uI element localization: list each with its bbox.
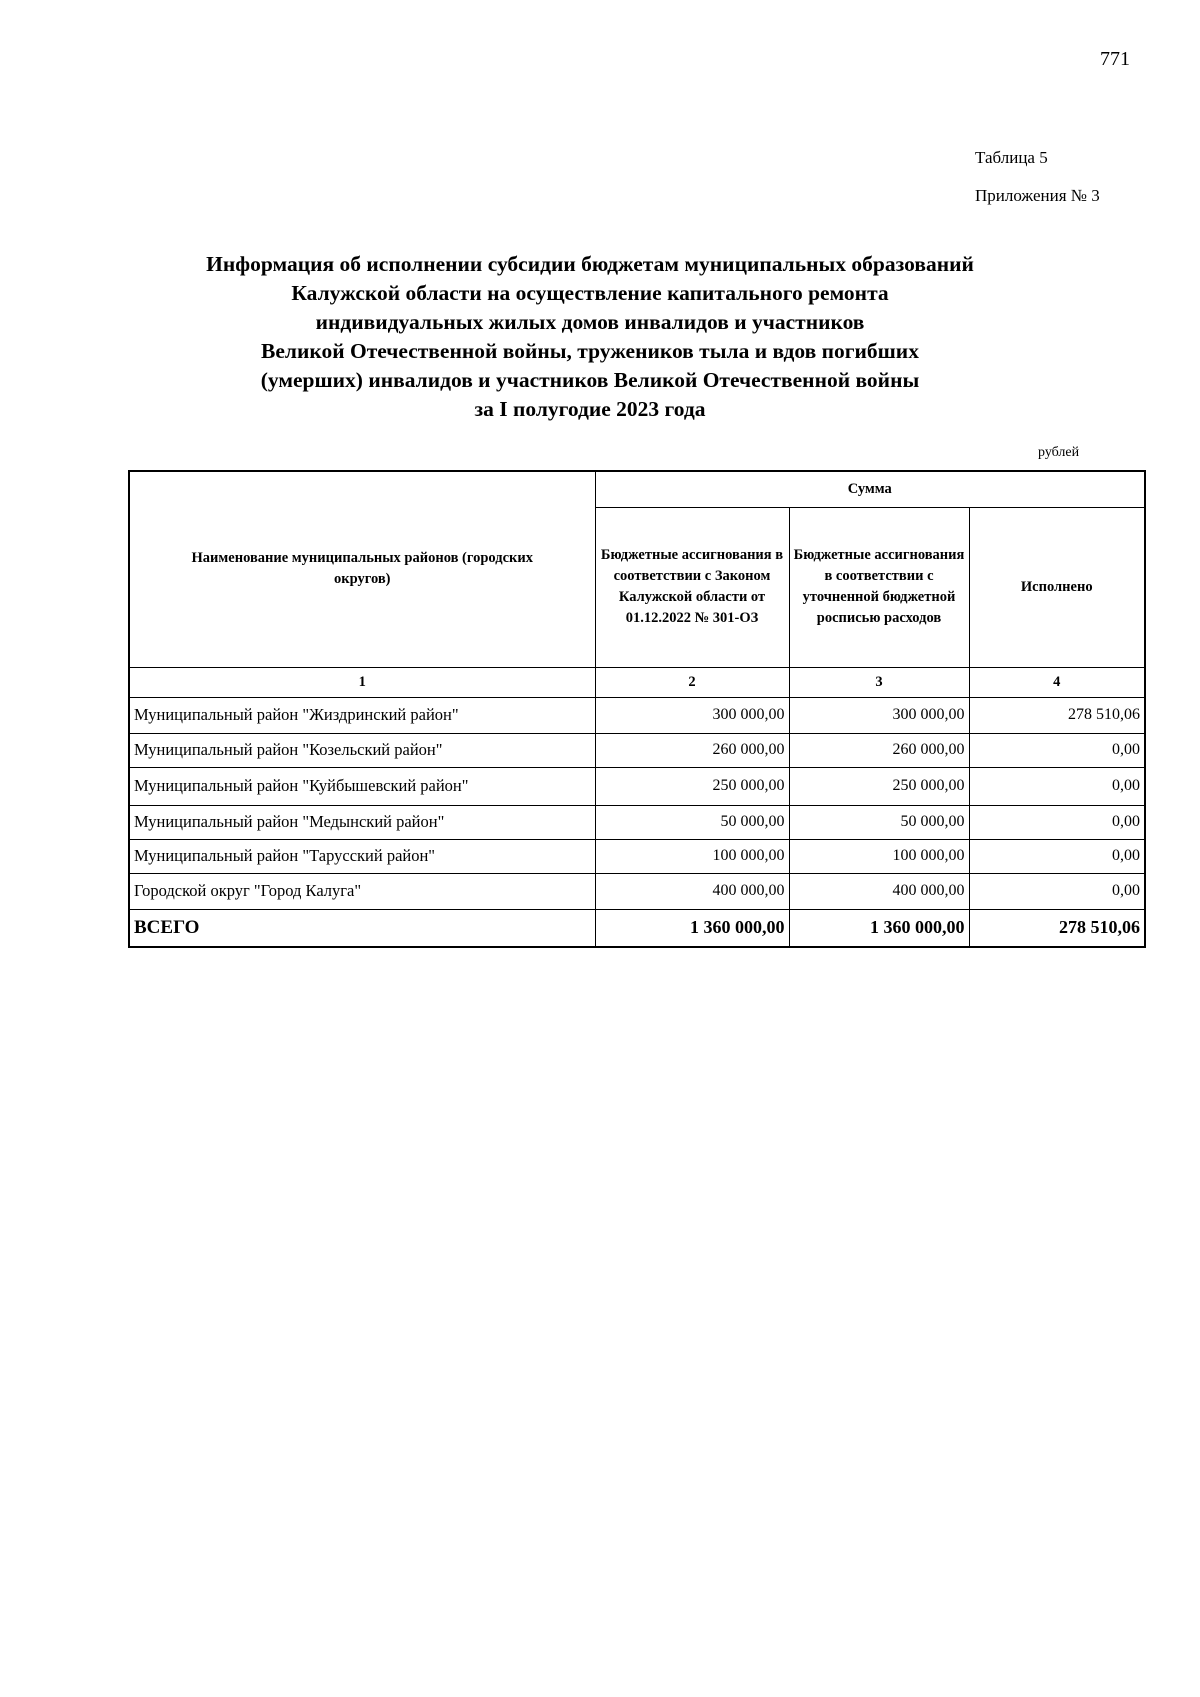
row-col2: 50 000,00 [595, 805, 789, 839]
row-col4: 0,00 [969, 805, 1145, 839]
total-col2: 1 360 000,00 [595, 909, 789, 947]
header-col2: Бюджетные ассигнования в соответствии с Законом Калужской области от 01.12.2022 № 301-ОЗ [595, 507, 789, 667]
row-col4: 0,00 [969, 767, 1145, 805]
row-col4: 0,00 [969, 839, 1145, 873]
table-row [129, 805, 1145, 839]
row-name: Муниципальный район "Медынский район" [129, 805, 595, 839]
row-col2: 260 000,00 [595, 733, 789, 767]
row-name: Муниципальный район "Тарусский район" [129, 839, 595, 873]
total-row [129, 909, 1145, 947]
row-col3: 300 000,00 [789, 697, 969, 733]
table-row [129, 697, 1145, 733]
row-col3: 50 000,00 [789, 805, 969, 839]
row-col2: 100 000,00 [595, 839, 789, 873]
appendix-label: Приложения № 3 [975, 186, 1100, 205]
table-row [129, 767, 1145, 805]
row-col2: 250 000,00 [595, 767, 789, 805]
header-name: Наименование муниципальных районов (городских округов) [129, 471, 595, 667]
col-number-1: 1 [129, 667, 595, 697]
title-line: (умерших) инвалидов и участников Великой Отечественной войны [260, 368, 920, 392]
row-col3: 250 000,00 [789, 767, 969, 805]
row-col3: 400 000,00 [789, 873, 969, 909]
row-name: Муниципальный район "Козельский район" [129, 733, 595, 767]
col-number-3: 3 [789, 667, 969, 697]
table-label: Таблица 5 [975, 148, 1048, 167]
total-col3: 1 360 000,00 [789, 909, 969, 947]
subsidy-table [128, 470, 1146, 948]
table-row [129, 873, 1145, 909]
row-col4: 0,00 [969, 873, 1145, 909]
header-col3: Бюджетные ассигнования в соответствии с уточненной бюджетной росписью расходов [789, 507, 969, 667]
table-row [129, 733, 1145, 767]
row-col4: 0,00 [969, 733, 1145, 767]
row-col4: 278 510,06 [969, 697, 1145, 733]
row-name: Муниципальный район "Жиздринский район" [129, 697, 595, 733]
header-sum: Сумма [595, 471, 1145, 507]
title-line: Великой Отечественной войны, тружеников тыла и вдов погибших [261, 339, 919, 363]
title-line: за I полугодие 2023 года [474, 397, 706, 421]
title-line: индивидуальных жилых домов инвалидов и участников [315, 310, 865, 334]
table-row [129, 839, 1145, 873]
row-col2: 300 000,00 [595, 697, 789, 733]
title-line: Калужской области на осуществление капитального ремонта [291, 281, 889, 305]
row-name: Городской округ "Город Калуга" [129, 873, 595, 909]
row-col2: 400 000,00 [595, 873, 789, 909]
row-col3: 260 000,00 [789, 733, 969, 767]
col-number-4: 4 [969, 667, 1145, 697]
row-name: Муниципальный район "Куйбышевский район" [129, 767, 595, 805]
document-title [140, 250, 1040, 424]
row-col3: 100 000,00 [789, 839, 969, 873]
title-line: Информация об исполнении субсидии бюджетам муниципальных образований [206, 252, 974, 276]
header-col4: Исполнено [969, 507, 1145, 667]
col-number-2: 2 [595, 667, 789, 697]
total-name: ВСЕГО [129, 909, 595, 947]
total-col4: 278 510,06 [969, 909, 1145, 947]
units-label: рублей [1038, 445, 1080, 460]
page-number: 771 [1100, 48, 1130, 70]
